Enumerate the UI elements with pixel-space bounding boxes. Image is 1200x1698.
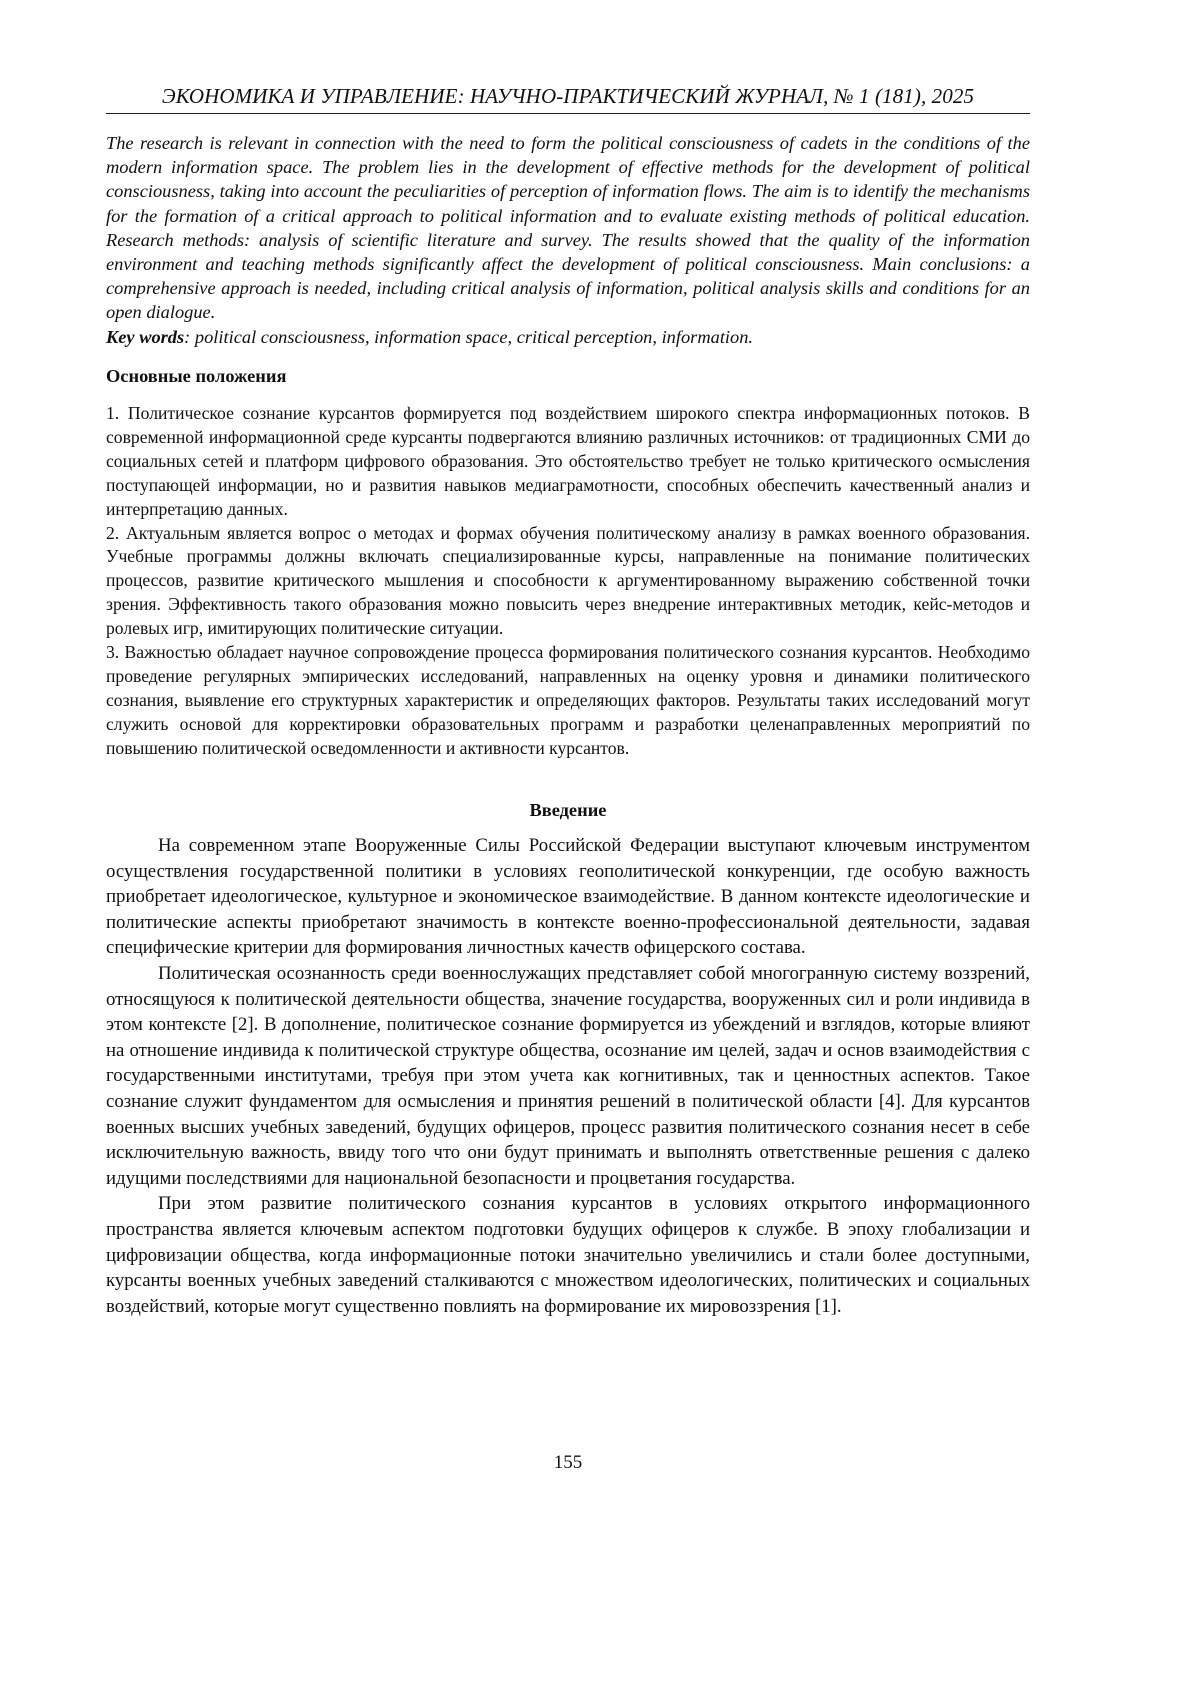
main-points-section (106, 366, 1030, 761)
intro-paragraph: Политическая осознанность среди военнослужащих представляет собой многогранную систему воззрений, относящуюся к политической деятельности общества, значение государства, вооруженных сил и роли индивида в этом контексте [2]. В дополнение, политическое сознание формируется из убеждений и взглядов, которые влияют на отношение индивида к политической структуре общества, осознание им целей, задач и основ взаимодействия с государственными институтами, требуя при этом учета как когнитивных, так и ценностных аспектов. Такое сознание служит фундаментом для осмысления и принятия решений в политической области [4]. Для курсантов военных высших учебных заведений, будущих офицеров, процесс развития политического сознания несет в себе исключительную важность, ввиду того что они будут принимать и выполнять ответственные решения с далеко идущими последствиями для национальной безопасности и процветания государства. (106, 962, 1030, 1189)
page-number: 155 (553, 1452, 583, 1473)
keywords-label: Key words (106, 326, 185, 347)
journal-header: ЭКОНОМИКА И УПРАВЛЕНИЕ: НАУЧНО-ПРАКТИЧЕСКИЙ ЖУРНАЛ, № 1 (181), 2025 (106, 84, 1030, 114)
main-point-2: 2. Актуальным является вопрос о методах и формах обучения политическому анализу в рамках военного образования. Учебные программы должны включать специализированные курсы, направленные на понимание политических процессов, развитие критического мышления и способности к аргументированному выражению собственной точки зрения. Эффективность такого образования можно повысить через внедрение интерактивных методик, кейс-методов и ролевых игр, имитирующих политические ситуации. (106, 522, 1030, 639)
intro-paragraph: На современном этапе Вооруженные Силы Российской Федерации выступают ключевым инструментом осуществления государственной политики в условиях геополитической конкуренции, где особую важность приобретает идеологическое, культурное и экономическое взаимодействие. В данном контексте идеологические и политические аспекты приобретают значимость в контексте военно-профессиональной деятельности, задавая специфические критерии для формирования личностных качеств офицерского состава. (106, 835, 1030, 959)
abstract-text: The research is relevant in connection with the need to form the political consciousness of cadets in the conditions of the modern information space. The problem lies in the development of effective methods for the development of political consciousness, taking into account the peculiarities of perception of information flows. The aim is to identify the mechanisms for the formation of a critical approach to political information and to evaluate existing methods of political education. Research methods: analysis of scientific literature and survey. The results showed that the quality of the information environment and teaching methods significantly affect the development of political consciousness. Main conclusions: a comprehensive approach is needed, including critical analysis of information, political analysis skills and conditions for an open dialogue. (106, 133, 1030, 323)
introduction-title: Введение (529, 800, 607, 820)
main-point-3: 3. Важностью обладает научное сопровождение процесса формирования политического сознания курсантов. Необходимо проведение регулярных эмпирических исследований, направленных на оценку уровня и динамики политического сознания, выявление его структурных характеристик и определяющих факторов. Результаты таких исследований могут служить основой для корректировки образовательных программ и разработки целенаправленных мероприятий по повышению политической осведомленности и активности курсантов. (106, 642, 1030, 758)
introduction-section (106, 800, 1030, 1319)
keywords (106, 325, 1030, 349)
main-points-title: Основные положения (106, 366, 287, 386)
intro-paragraph: При этом развитие политического сознания курсантов в условиях открытого информационного пространства является ключевым аспектом подготовки будущих офицеров к службе. В эпоху глобализации и цифровизации общества, когда информационные потоки значительно увеличились и стали более доступными, курсанты военных учебных заведений сталкиваются с множеством идеологических, политических и социальных воздействий, которые могут существенно повлиять на формирование их мировоззрения [1]. (106, 1193, 1030, 1317)
abstract (106, 131, 1030, 349)
main-point-1: 1. Политическое сознание курсантов формируется под воздействием широкого спектра информационных потоков. В современной информационной среде курсанты подвергаются влиянию различных источников: от традиционных СМИ до социальных сетей и платформ цифрового образования. Это обстоятельство требует не только критического осмысления поступающей информации, но и развития навыков медиаграмотности, способных обеспечить качественный анализ и интерпретацию данных. (106, 403, 1030, 519)
keywords-text: : political consciousness, information space, critical perception, information. (184, 326, 754, 347)
